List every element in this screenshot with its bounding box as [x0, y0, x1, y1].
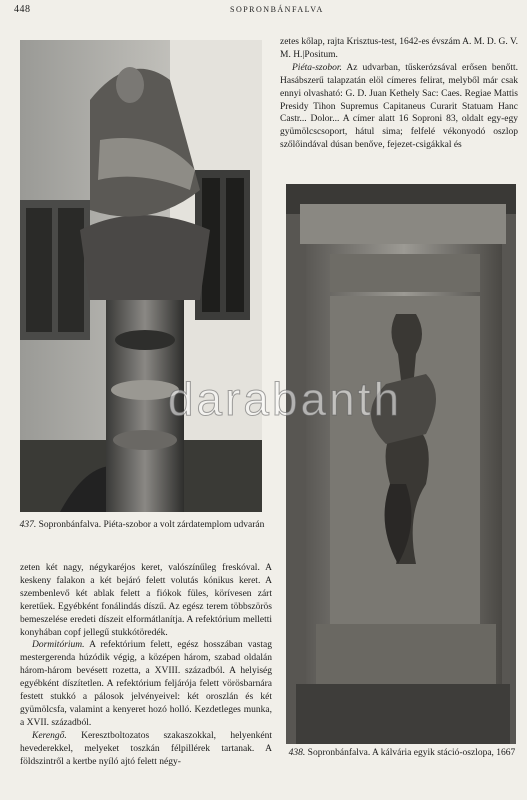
running-head: SOPRONBÁNFALVA	[230, 5, 324, 14]
paragraph-kerengo	[20, 730, 272, 769]
left-column-text	[20, 562, 272, 769]
figure-number: 438.	[288, 748, 306, 758]
paragraph-body: Az udvarban, tűskerózsával erősen benőtt. Hasábszerű talapzatán elöl címeres felirat, melyből már csak ennyi olvasható: G. D. Juan Kethely Sac: Caes. Regiae Mattis Presidy Tihon Supremus Capitaneus Curarit Statuam Hanc Castr... Dolor... A címer alatt 16 Soproni 83, oldalt egy-egy gyümölcscsoport, hátul sima; felfelé vékonyodó oszlop szőlőindával dúsan benőve, fejezet-csigákkal és	[280, 62, 518, 151]
watermark-text: darabanth	[167, 373, 403, 425]
figure-caption-438	[282, 748, 522, 759]
paragraph-body: Keresztboltozatos szakaszokkal, helyenként hevederekkel, melyeket toszkán félpillérek tartanak. A földszintről a kertbe nyíló ajtó felett négy-	[20, 730, 272, 767]
text-line: zetes kőlap, rajta Krisztus-test, 1642-es évszám A.	[280, 37, 472, 47]
photo-calvary-station-column	[286, 184, 516, 744]
caption-text: Sopronbánfalva. Piéta-szobor a volt zárdatemplom udvarán	[36, 520, 265, 530]
text-line: M. D. G. V. M. H.|Positum.	[280, 37, 519, 60]
paragraph-lead: Dormitórium.	[32, 640, 85, 651]
paragraph-pieta	[280, 62, 518, 152]
paragraph-lead: Piéta-szobor.	[292, 62, 342, 73]
paragraph-continued: zeten két nagy, négykaréjos keret, valószínűleg freskóval. A keskeny falakon a két bejáró felett volutás kónikus keret. A szembenlevő két ablak felett a fiókok füles, körívesen zárt keretűek. Egyébként fonálindás díszű. Az egész terem többszörös bemeszelése eredeti díszeit elformátlanítja. A refektórium melletti konyhában copf jellegű stukkótöredék.	[20, 563, 272, 638]
page-number: 448	[14, 4, 31, 15]
figure-caption-437	[16, 520, 268, 531]
paragraph-dormitorium	[20, 639, 272, 729]
paragraph-lead: Kerengő.	[32, 730, 67, 741]
right-column-text	[280, 36, 518, 152]
caption-text: Sopronbánfalva. A kálvária egyik stáció-oszlopa, 1667	[305, 748, 516, 758]
figure-number: 437.	[19, 520, 37, 530]
photo-pieta-statue	[20, 40, 262, 512]
paragraph-body: A refektórium felett, egész hosszában vastag mestergerenda húzódik végig, a középen három, szabad oldalán három-három bevésett rozetta, a XVIII. századból. A helyiség egyébként díszítetlen. A refektórium feljárója felett vörösbarnára festett stukkó a pálosok jelvényeivel: két oroszlán és két gyümölcsfa, valamint a kenyeret hozó holló. Kezdetleges munka, a XVII. századból.	[20, 640, 272, 728]
paragraph-continued	[280, 36, 518, 62]
